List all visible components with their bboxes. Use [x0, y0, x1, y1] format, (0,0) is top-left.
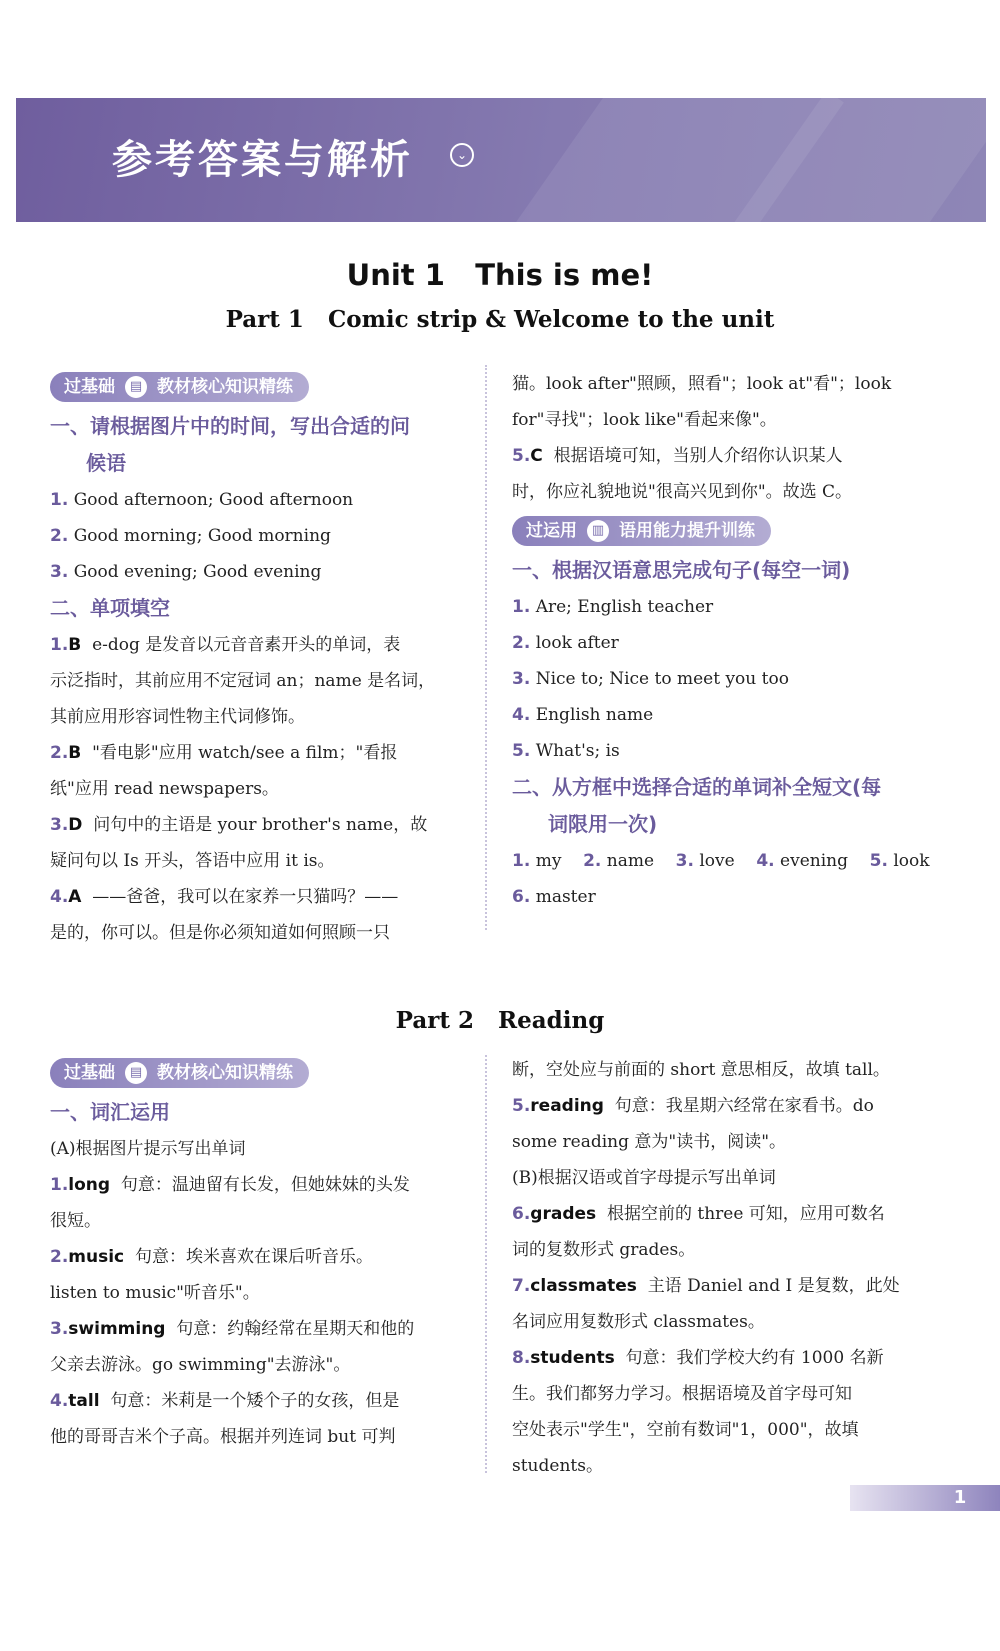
- banner-title: 参考答案与解析: [112, 137, 413, 183]
- explanation-line: 断，空处应与前面的 short 意思相反，故填 tall。: [512, 1060, 890, 1080]
- explanation-line: 示泛指时，其前应用不定冠词 an；name 是名词，: [50, 671, 436, 691]
- sub-heading: (A)根据图片提示写出单词: [50, 1139, 246, 1159]
- unit-title: Unit 1 This is me!: [346, 258, 654, 292]
- answer-item: 1. Good afternoon; Good afternoon: [50, 490, 354, 510]
- sub-heading: (B)根据汉语或首字母提示写出单词: [512, 1168, 776, 1188]
- explanation-line: 疑问句以 Is 开头，答语中应用 it is。: [50, 851, 335, 871]
- answer-item: 1. my 2. name 3. love 4. evening 5. look: [512, 851, 930, 871]
- answer-item: 1. Are; English teacher: [512, 597, 714, 617]
- book-icon: ▤: [125, 376, 147, 398]
- circle-chevron-icon: ⌄: [450, 143, 474, 167]
- explanation-line: students。: [512, 1456, 603, 1476]
- answer-item: 6.grades 根据空前的 three 可知，应用可数名: [512, 1204, 885, 1224]
- answer-item: 2.music 句意：埃米喜欢在课后听音乐。: [50, 1247, 373, 1267]
- answer-item: 8.students 句意：我们学校大约有 1000 名新: [512, 1348, 884, 1368]
- answer-item: 1.B e-dog 是发音以元音音素开头的单词，表: [50, 635, 401, 655]
- section-heading: 二、从方框中选择合适的单词补全短文(每 词限用一次): [512, 775, 882, 836]
- part1-left-column: [50, 366, 490, 951]
- chart-icon: ▥: [587, 520, 609, 542]
- answer-item: 5. What's; is: [512, 741, 620, 761]
- answer-item: 1.long 句意：温迪留有长发，但她妹妹的头发: [50, 1175, 410, 1195]
- explanation-line: 其前应用形容词性物主代词修饰。: [50, 707, 305, 727]
- part2-left-column: [50, 1052, 490, 1455]
- explanation-line: 他的哥哥吉米个子高。根据并列连词 but 可判: [50, 1427, 396, 1447]
- answer-item: 4.A ——爸爸，我可以在家养一只猫吗？——: [50, 887, 399, 907]
- section-pill: 过基础 ▤ 教材核心知识精练: [50, 372, 309, 402]
- explanation-line: 纸"应用 read newspapers。: [50, 779, 279, 799]
- answer-item: 5.reading 句意：我星期六经常在家看书。do: [512, 1096, 874, 1116]
- section-pill: 过基础 ▤ 教材核心知识精练: [50, 1058, 309, 1088]
- explanation-line: for"寻找"；look like"看起来像"。: [512, 410, 777, 430]
- answer-item: 3.swimming 句意：约翰经常在星期天和他的: [50, 1319, 415, 1339]
- answer-item: 5.C 根据语境可知，当别人介绍你认识某人: [512, 446, 843, 466]
- answer-item: 2. Good morning; Good morning: [50, 526, 331, 546]
- answer-item: 3. Nice to; Nice to meet you too: [512, 669, 789, 689]
- explanation-line: listen to music"听音乐"。: [50, 1283, 260, 1303]
- answer-item: 2.B "看电影"应用 watch/see a film；"看报: [50, 743, 398, 763]
- header-banner: [16, 98, 986, 222]
- section-pill: 过运用 ▥ 语用能力提升训练: [512, 516, 771, 546]
- part2-right-column: [512, 1052, 952, 1484]
- answer-item: 3.D 问句中的主语是 your brother's name，故: [50, 815, 428, 835]
- answer-item: 7.classmates 主语 Daniel and I 是复数，此处: [512, 1276, 900, 1296]
- answer-item: 4.tall 句意：米莉是一个矮个子的女孩，但是: [50, 1391, 400, 1411]
- explanation-line: 名词应用复数形式 classmates。: [512, 1312, 765, 1332]
- explanation-line: 时，你应礼貌地说"很高兴见到你"。故选 C。: [512, 482, 853, 502]
- section-heading: 一、根据汉语意思完成句子(每空一词): [512, 558, 851, 582]
- explanation-line: 是的，你可以。但是你必须知道如何照顾一只: [50, 923, 390, 943]
- book-icon: ▤: [125, 1062, 147, 1084]
- part2-title: Part 2 Reading: [395, 1007, 605, 1034]
- answer-item: 4. English name: [512, 705, 654, 725]
- section-heading: 一、词汇运用: [50, 1100, 170, 1124]
- explanation-line: 词的复数形式 grades。: [512, 1240, 696, 1260]
- explanation-line: 生。我们都努力学习。根据语境及首字母可知: [512, 1384, 852, 1404]
- explanation-line: 父亲去游泳。go swimming"去游泳"。: [50, 1355, 351, 1375]
- part1-right-column: [512, 366, 952, 915]
- answer-item: 6. master: [512, 887, 596, 907]
- explanation-line: 空处表示"学生"，空前有数词"1，000"，故填: [512, 1420, 859, 1440]
- answer-item: 3. Good evening; Good evening: [50, 562, 322, 582]
- explanation-line: 猫。look after"照顾，照看"；look at"看"；look: [512, 374, 892, 394]
- page-number: 1: [953, 1487, 967, 1508]
- explanation-line: some reading 意为"读书，阅读"。: [512, 1132, 787, 1152]
- section-heading: 二、单项填空: [50, 596, 170, 620]
- section-heading: 一、请根据图片中的时间，写出合适的问 候语: [50, 414, 410, 475]
- answer-item: 2. look after: [512, 633, 619, 653]
- part1-title: Part 1 Comic strip & Welcome to the unit: [225, 306, 775, 333]
- explanation-line: 很短。: [50, 1211, 101, 1231]
